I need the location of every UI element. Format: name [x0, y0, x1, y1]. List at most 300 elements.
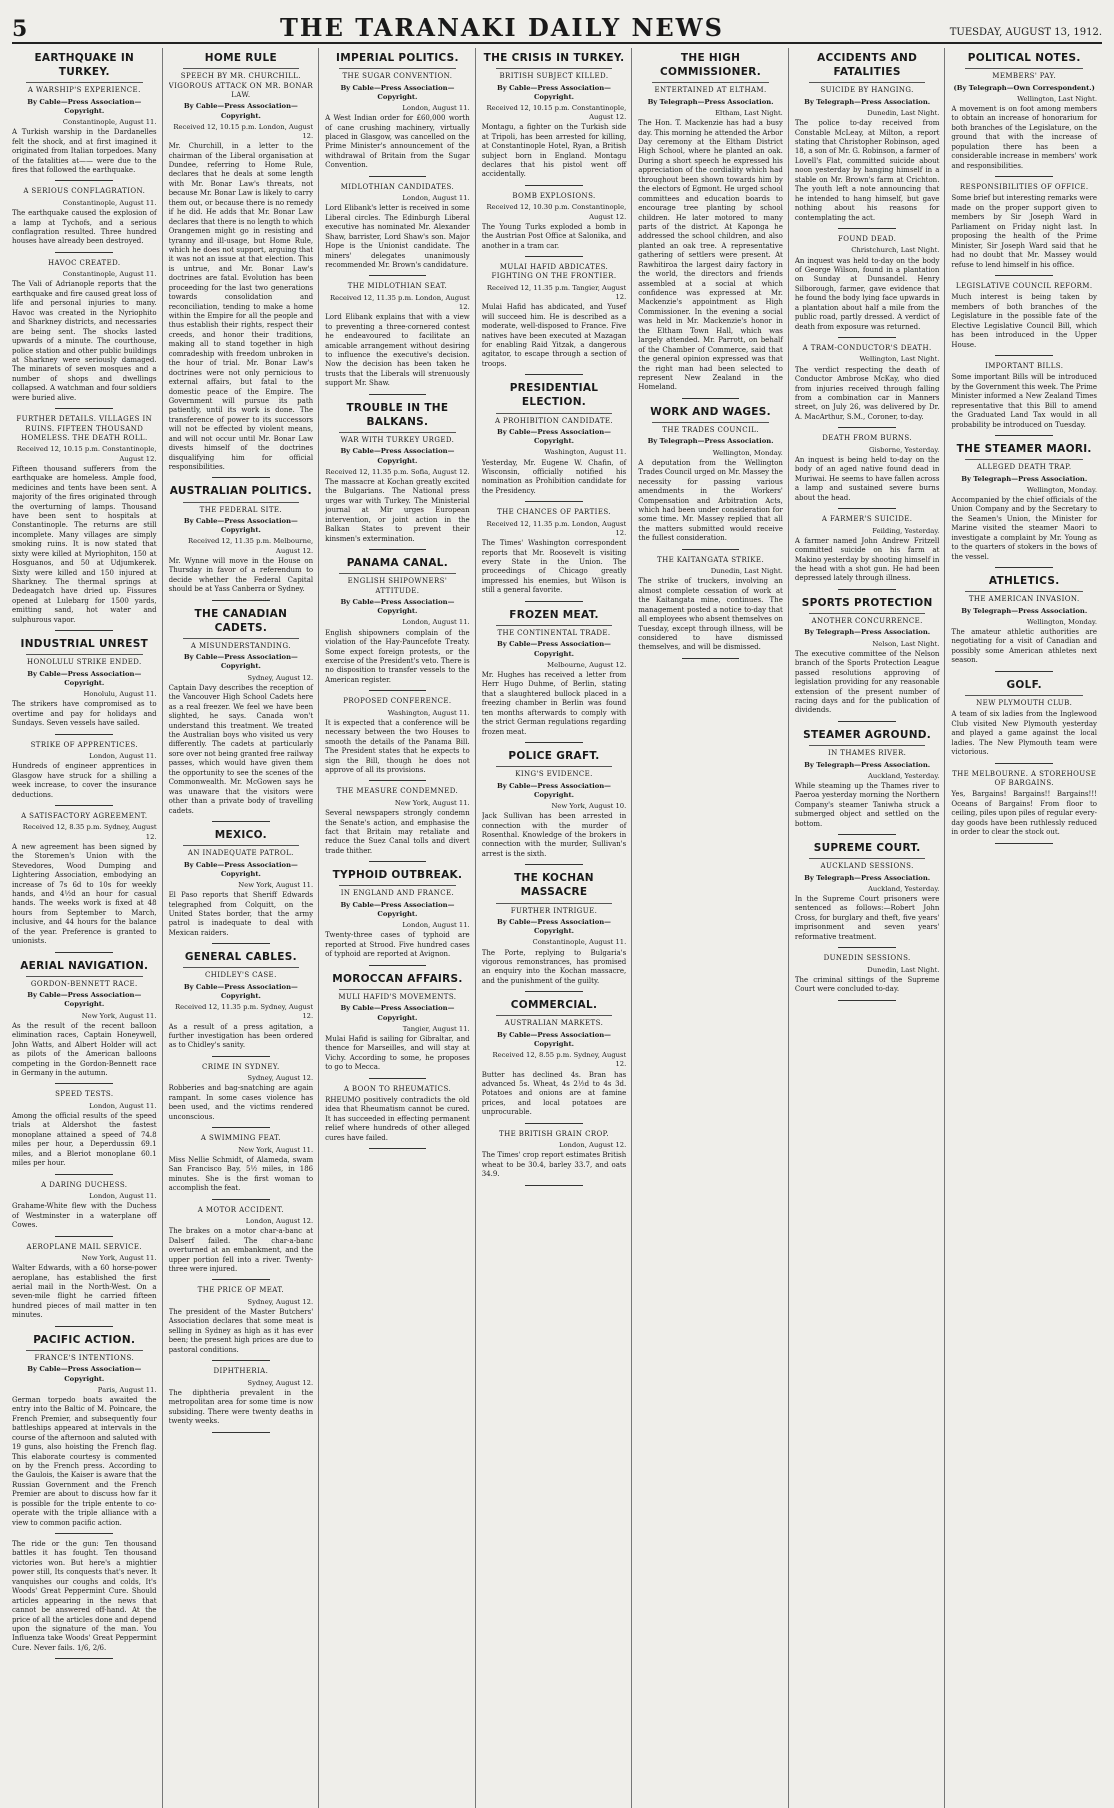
headline-rule: [339, 432, 456, 433]
article-end-rule: [55, 805, 113, 806]
article-subheading: CHIDLEY'S CASE.: [204, 971, 277, 980]
headline-rule: [809, 858, 926, 859]
article-body: The police to-day received from Constable McLeay, at Milton, a report stating that Christopher Robinson, aged 18, a son of Mr. G. Robinson, a farmer of Lovell's Flat, committed suicide about noon yesterday by hanging himself in a stable on Mr. Brown's farm at Crichton. The youth left a note announcing that he intended to hang himself, but gave nothing about his reasons for contemplating the act.: [794, 119, 940, 222]
article: [795, 515, 940, 590]
article-body: Mulai Hafid is sailing for Gibraltar, and thence for Marseilles, and will stay at Vichy. According to some, he proposes to go to Mecca.: [325, 1034, 470, 1072]
article-end-rule: [995, 843, 1053, 844]
article-dateline: Nelson, Last Night.: [872, 639, 940, 648]
article-body: Miss Nellie Schmidt, of Alameda, swam San Francisco Bay, 5½ miles, in 186 minutes. She is the first woman to accomplish the feat.: [168, 1155, 314, 1193]
article-end-rule: [995, 435, 1053, 436]
article-dateline: Received 12, 11.35 p.m. London, August 12.: [486, 519, 627, 537]
article-body: Hundreds of engineer apprentices in Glasgow have struck for a shilling a week increase, to cover the insurance deductions.: [12, 762, 157, 799]
article-byline: By Telegraph—Press Association.: [961, 474, 1088, 483]
article-end-rule: [682, 658, 740, 659]
article-byline: By Cable—Press Association—Copyright.: [340, 83, 455, 101]
article: [482, 749, 627, 865]
article-body: Mr. Wynne will move in the House on Thursday in favor of a referendum to decide whether the Federal Capital should be at Yass Canberra or Sydney.: [168, 556, 314, 594]
article-body: As the result of the recent balloon elimination races, Captain Honeywell, John Watts, and Albert Holder will act as pilots of the American balloons competing in the Gordon-Bennett race in Germany in the autumn.: [12, 1021, 157, 1077]
article-end-rule: [838, 589, 896, 590]
paper-title: THE TARANAKI DAILY NEWS: [280, 13, 724, 42]
headline-rule: [496, 625, 613, 626]
headline-rule: [183, 68, 300, 69]
article-end-rule: [55, 408, 113, 409]
article-subheading: IN ENGLAND AND FRANCE.: [340, 889, 455, 898]
article-headline: PACIFIC ACTION.: [33, 1333, 136, 1346]
article-dateline: Sydney, August 12.: [247, 1074, 314, 1083]
article-end-rule: [55, 630, 113, 631]
article-end-rule: [525, 742, 583, 743]
article-subheading: DIPHTHERIA.: [213, 1367, 269, 1376]
article-end-rule: [995, 671, 1053, 672]
article: [12, 1540, 157, 1659]
article-headline: SPORTS PROTECTION: [801, 596, 933, 609]
article-byline: By Cable—Press Association—Copyright.: [497, 1030, 611, 1049]
article-subheading: MIDLOTHIAN CANDIDATES.: [340, 182, 455, 191]
article: [325, 697, 470, 781]
article-subheading: NEW PLYMOUTH CLUB.: [976, 698, 1073, 707]
article-dateline: Received 12, 11.35 p.m. Sofia, August 12.: [325, 467, 470, 476]
article-dateline: London, August 11.: [402, 618, 470, 627]
article-end-rule: [212, 477, 270, 478]
article-headline: FROZEN MEAT.: [509, 608, 599, 621]
article-byline: By Cable—Press Association—Copyright.: [183, 860, 298, 878]
article-dateline: Received 12, 8.35 p.m. Sydney, August 12.: [22, 823, 157, 841]
article-end-rule: [369, 780, 427, 781]
article-headline: THE HIGH COMMISSIONER.: [660, 52, 762, 79]
article-dateline: Wellington, Monday.: [1026, 485, 1097, 494]
article-dateline: Sydney, August 12.: [247, 1378, 314, 1387]
headline-rule: [496, 413, 613, 414]
news-column-6: [795, 48, 946, 1808]
article-dateline: Constantinople, August 11.: [62, 118, 157, 127]
article-dateline: Dunedin, Last Night.: [867, 965, 940, 974]
article-headline: HOME RULE: [204, 52, 277, 64]
article-subheading: SUICIDE BY HANGING.: [820, 86, 914, 95]
article-end-rule: [995, 355, 1053, 356]
article: [638, 51, 783, 399]
article: [951, 574, 1097, 672]
news-column-5: [638, 48, 789, 1808]
article-body: Yes, Bargains! Bargains!! Bargains!!! Oceans of Bargains! From floor to ceiling, piles upon piles of regular every-day goods have been ruthlessly reduced in order to clear the stock out.: [951, 790, 1097, 837]
article-subheading: SPEECH BY MR. CHURCHILL. VIGOROUS ATTACK ON MR. BONAR LAW.: [168, 72, 314, 100]
article-headline: THE CANADIAN CADETS.: [194, 607, 288, 634]
page-number: 5: [12, 16, 28, 42]
article-dateline: Received 12, 10.15 p.m. Constantinople, August 12.: [16, 445, 157, 463]
article-headline: GOLF.: [1006, 678, 1042, 691]
article: [12, 741, 157, 806]
article-subheading: THE KAITANGATA STRIKE.: [657, 555, 765, 564]
article-end-rule: [369, 549, 427, 550]
article-body: The massacre at Kochan greatly excited the Bulgarians. The National press urges war with Turkey. The Ministerial journal at Mir urges European intervention, or joint action in the Balkan States to prevent their kinsmen's extermination.: [325, 478, 470, 543]
article: [169, 950, 314, 1057]
article: [169, 51, 314, 478]
article: [795, 728, 940, 835]
article-end-rule: [212, 943, 270, 944]
article-end-rule: [212, 1279, 270, 1280]
article-headline: STEAMER AGROUND.: [803, 728, 932, 741]
article-dateline: Honolulu, August 11.: [83, 690, 157, 699]
article-dateline: London, August 11.: [89, 1192, 157, 1201]
article-body: The amateur athletic authorities are negotiating for a visit of Canadian and possibly some American athletes next season.: [951, 628, 1097, 665]
article-body: The ride or the gun: Ten thousand battles it has fought. Ten thousand victories won. But here's a mightier power still, Its conquests that's never. It vanquishes our coughs and colds, It's Woods' Great Peppermint Cure. Should articles appearing in the news that cannot be answered off-hand. At the price of all the articles done and depend upon the signature of the man. You Influenza take Woods' Great Peppermint Cure. Never fails. 1/6, 2/6.: [12, 1540, 157, 1652]
article-byline: By Cable—Press Association—Copyright.: [340, 447, 455, 465]
article-end-rule: [838, 834, 896, 835]
article-body: The president of the Master Butchers' Association declares that some meat is selling in Sydney as high as it has ever been; the present high prices are due to pastoral conditions.: [168, 1308, 314, 1354]
headline-rule: [339, 573, 456, 574]
article-end-rule: [525, 256, 583, 257]
article-headline: ACCIDENTS AND FATALITIES: [817, 52, 918, 79]
article-body: The Times' crop report estimates British wheat to be 30.4, barley 33.7, and oats 34.9.: [481, 1151, 627, 1179]
article-dateline: London, August 12.: [245, 1217, 314, 1226]
article-end-rule: [55, 252, 113, 253]
article-subheading: A MOTOR ACCIDENT.: [197, 1205, 284, 1214]
article-headline: INDUSTRIAL UNREST: [20, 638, 149, 651]
article-body: English shipowners complain of the violation of the Hay-Pauncefote Treaty. Some expect foreign protests, or the exercise of the President's veto. There is no disposition to transfer vessels to the American register.: [325, 628, 470, 684]
article-body: The Young Turks exploded a bomb in the Austrian Post Office at Salonika, and another in a tram car.: [481, 222, 627, 250]
article-subheading: THE SUGAR CONVENTION.: [342, 72, 453, 81]
article-headline: WORK AND WAGES.: [650, 405, 771, 418]
article-subheading: A SWIMMING FEAT.: [200, 1134, 281, 1143]
article: [169, 1286, 314, 1361]
article-subheading: GORDON-BENNETT RACE.: [30, 979, 138, 988]
article-dateline: London, August 11.: [402, 103, 470, 112]
article: [482, 1130, 627, 1186]
article-end-rule: [682, 398, 740, 399]
news-column-3: [325, 48, 476, 1808]
article-subheading: SPEED TESTS.: [55, 1090, 114, 1099]
article-subheading: AEROPLANE MAIL SERVICE.: [26, 1242, 143, 1251]
article-headline: IMPERIAL POLITICS.: [336, 52, 459, 64]
article-dateline: Feilding, Yesterday.: [872, 526, 940, 535]
article-subheading: AUSTRALIAN MARKETS.: [504, 1019, 604, 1028]
article-subheading: THE TRADES COUNCIL.: [662, 425, 759, 434]
article-body: German torpedo boats awaited the entry into the Baltic of M. Poincare, the French Premier, and subsequently four battleships appeared at intervals in the course of the afternoon and saluted with 19 guns, also hoisting the French flag. This elaborate courtesy is commented on by the French press. According to the Gaulois, the Kaiser is aware that the Russian Government and the French Premier are about to discuss how far it is possible for the triple entente to co-operate with the triple alliance with a view to common pacific action.: [12, 1395, 157, 1527]
article-subheading: MULI HAFID'S MOVEMENTS.: [338, 992, 457, 1001]
article-dateline: Sydney, August 12.: [247, 1297, 314, 1306]
article-end-rule: [369, 861, 427, 862]
article-end-rule: [55, 734, 113, 735]
article-headline: AUSTRALIAN POLITICS.: [169, 485, 312, 498]
headline-rule: [496, 903, 613, 904]
article-end-rule: [995, 176, 1053, 177]
article-dateline: Paris, August 11.: [97, 1385, 157, 1394]
article-byline: By Cable—Press Association—Copyright.: [497, 918, 611, 936]
article-subheading: A WARSHIP'S EXPERIENCE.: [27, 86, 141, 95]
article-end-rule: [55, 1236, 113, 1237]
headline-rule: [965, 68, 1083, 69]
headline-rule: [183, 967, 300, 968]
article-subheading: WAR WITH TURKEY URGED.: [340, 436, 455, 445]
article-end-rule: [838, 947, 896, 948]
article-end-rule: [55, 1326, 113, 1327]
article-end-rule: [212, 1056, 270, 1057]
article-end-rule: [369, 690, 427, 691]
article-byline: By Cable—Press Association—Copyright.: [340, 1004, 455, 1022]
article-byline: By Cable—Press Association—Copyright.: [27, 1365, 142, 1383]
article-subheading: FRANCE'S INTENTIONS.: [34, 1353, 135, 1362]
article: [12, 51, 157, 181]
article-dateline: New York, August 11.: [238, 1145, 314, 1154]
article: [951, 282, 1097, 356]
article-subheading: BOMB EXPLOSIONS.: [512, 191, 596, 200]
article: [169, 607, 314, 822]
article-subheading: DUNEDIN SESSIONS.: [823, 954, 911, 963]
article: [325, 183, 470, 277]
article-end-rule: [838, 228, 896, 229]
article-body: A West Indian order for £60,000 worth of cane crushing machinery, virtually placed in Glasgow, was cancelled on the Prime Minister's announcement of the withdrawal of Britain from the Sugar Convention.: [325, 114, 470, 170]
article-dateline: New York, August 11.: [81, 1011, 157, 1020]
article-end-rule: [525, 601, 583, 602]
article-dateline: Received 12, 10.15 p.m. Constantinople, August 12.: [486, 103, 627, 122]
article-body: Mulai Hafid has abdicated, and Yusef will succeed him. He is described as a moderate, well-disposed to France. Five natives have been executed at Mazagan for enabling Raid Yitzak, a dangerous agitator, to escape through a section of troops.: [481, 303, 627, 368]
article-subheading: CRIME IN SYDNEY.: [202, 1062, 280, 1071]
article-subheading: DEATH FROM BURNS.: [822, 434, 912, 443]
article-headline: SUPREME COURT.: [813, 842, 921, 855]
article-end-rule: [55, 952, 113, 953]
news-column-1: [12, 48, 163, 1808]
article-end-rule: [369, 965, 427, 966]
article-subheading: ALLEGED DEATH TRAP.: [976, 463, 1072, 472]
article: [951, 770, 1097, 844]
article-subheading: THE BRITISH GRAIN CROP.: [499, 1129, 609, 1138]
article-byline: By Telegraph—Press Association.: [647, 97, 774, 106]
headline-rule: [496, 1015, 613, 1016]
article: [169, 1063, 314, 1128]
headline-rule: [26, 976, 143, 977]
article-end-rule: [838, 337, 896, 338]
article-subheading: THE MEASURE CONDEMNED.: [336, 787, 459, 796]
article-byline: By Cable—Press Association—Copyright.: [497, 83, 611, 101]
article-body: Grahame-White flew with the Duchess of Westminster in a waterplane off Cowes.: [12, 1202, 157, 1230]
article-dateline: Received 12, 11.35 p.m. Melbourne, August 12.: [187, 537, 314, 555]
headline-rule: [809, 613, 926, 614]
article-headline: POLITICAL NOTES.: [967, 52, 1081, 64]
article: [482, 508, 627, 601]
article: [795, 596, 940, 722]
article-dateline: Received 12, 11.35 p.m. Sydney, August 12.: [175, 1003, 314, 1021]
article: [638, 556, 783, 659]
article-dateline: Wellington, Last Night.: [859, 355, 940, 364]
article-end-rule: [525, 185, 583, 186]
article-dateline: Sydney, August 12.: [247, 673, 314, 682]
article: [12, 812, 157, 953]
article-body: Twenty-three cases of typhoid are reported at Strood. Five hundred cases of typhoid are reported at Avignon.: [325, 931, 470, 959]
article-dateline: Received 12, 10.30 p.m. Constantinople, August 12.: [486, 203, 627, 221]
article-end-rule: [525, 501, 583, 502]
article-headline: EARTHQUAKE IN TURKEY.: [34, 52, 135, 79]
article: [951, 183, 1097, 276]
article: [12, 637, 157, 734]
article-dateline: London, August 12.: [558, 1141, 627, 1150]
article-subheading: A BOON TO RHEUMATICS.: [343, 1084, 452, 1093]
article-body: Mr. Hughes has received a letter from Herr Hugo Duhme, of Berlin, stating that a slaughtered bullock placed in a freezing chamber in Berlin was found ten months afterwards to comply with the strict German regulations regarding frozen meat.: [481, 670, 627, 736]
article-subheading: PROPOSED CONFERENCE.: [343, 697, 452, 706]
article-body: Accompanied by the chief officials of the Union Company and by the Secretary to the Seamen's Union, the Minister for Marine visited the steamer Maori to investigate a complaint by Mr. Young as to the quarters of stokers in the bows of the vessel.: [951, 496, 1097, 561]
headline-rule: [183, 845, 300, 846]
article-subheading: A SATISFACTORY AGREEMENT.: [21, 812, 148, 821]
article-subheading: MULAI HAFID ABDICATES. FIGHTING ON THE FRONTIER.: [491, 263, 617, 281]
article-end-rule: [525, 1185, 583, 1186]
article: [482, 871, 627, 992]
article-headline: GENERAL CABLES.: [184, 951, 297, 964]
article-end-rule: [369, 275, 427, 276]
article-dateline: Received 12, 8.55 p.m. Sydney, August 12.: [492, 1051, 627, 1069]
article-end-rule: [55, 1083, 113, 1084]
article-body: Robberies and bag-snatching are again rampant. In some cases violence has been used, and the victims rendered unconscious.: [168, 1084, 314, 1121]
article-body: The earthquake caused the explosion of a lamp at Tychofs, and a serious conflagration resulted. Three hundred houses have already been destroyed.: [12, 209, 157, 246]
article-body: Jack Sullivan has been arrested in connection with the murder of Rosenthal. Knowledge of the brokers in connection with the murder, Sullivan's arrest is the sixth.: [481, 812, 627, 858]
article-headline: MEXICO.: [214, 828, 267, 841]
article: [12, 415, 157, 631]
article-dateline: Wellington, Monday.: [712, 448, 783, 457]
article-body: Butter has declined 4s. Bran has advanced 5s. Wheat, 4s 2½d to 4s 3d. Potatoes and onions are at famine prices, and local potatoes are unprocurable.: [481, 1070, 627, 1117]
article-body: The Porte, replying to Bulgaria's vigorous remonstrances, has promised an enquiry into the Kochan massacre, and the punishment of the guilty.: [481, 948, 627, 985]
article-end-rule: [212, 1127, 270, 1128]
article: [795, 344, 940, 428]
headline-rule: [496, 68, 613, 69]
headline-rule: [965, 459, 1083, 460]
article: [169, 484, 314, 600]
article-body: A team of six ladies from the Inglewood Club visited New Plymouth yesterday and played a game against the local ladies. The New Plymouth team were victorious.: [951, 710, 1097, 757]
article-end-rule: [525, 991, 583, 992]
article-subheading: THE MIDLOTHIAN SEAT.: [347, 282, 448, 291]
article-subheading: AUCKLAND SESSIONS.: [820, 862, 914, 871]
article-subheading: LEGISLATIVE COUNCIL REFORM.: [955, 281, 1093, 290]
article-body: El Paso reports that Sheriff Edwards telegraphed from Colquitt, on the United States border, that the army patrol is inadequate to deal with Mexican raiders.: [168, 891, 314, 937]
columns: [12, 48, 1102, 1808]
article-body: In the Supreme Court prisoners were sentenced as follows:—Robert John Cross, for burglary and theft, five years' imprisonment and seven years' reformative treatment.: [794, 894, 940, 941]
article: [951, 442, 1097, 568]
article-end-rule: [212, 1360, 270, 1361]
article-subheading: A MISUNDERSTANDING.: [190, 641, 291, 650]
article-byline: By Cable—Press Association—Copyright.: [340, 900, 455, 919]
article-end-rule: [995, 567, 1053, 568]
headline-rule: [26, 654, 143, 655]
article-byline: By Cable—Press Association—Copyright.: [497, 428, 611, 446]
article-subheading: MEMBERS' PAY.: [992, 72, 1057, 81]
article: [169, 1367, 314, 1432]
article-dateline: Constantinople, August 11.: [62, 270, 157, 279]
headline-rule: [809, 82, 926, 83]
article-headline: THE KOCHAN MASSACRE: [514, 872, 594, 899]
article-dateline: Received 12, 11.35 p.m. Tangier, August 12.: [486, 283, 627, 302]
article-subheading: THE PRICE OF MEAT.: [197, 1286, 285, 1295]
article-body: Mr. Churchill, in a letter to the chairman of the Liberal organisation at Dundee, referring to Home Rule, declares that he deals at some length with Mr. Bonar Law's threats, not because Mr. Bonar Law is likely to carry them out, or because there is no remedy if he did. He adds that Mr. Bonar Law declares that there is no length to which Orangemen might go in resisting and tyranny and ill-usage, but Home Rule, which he does not support, arguing that it was not an issue at that election. This is untrue, and Mr. Bonar Law's doctrines are fatal. Evolution has been proceeding for the last two generations towards consolidation and reconciliation, tending to make a home within the Empire for all the people and thus establish their rights, respect their creeds, and honor their traditions, making all to stand together in high comradeship with freedom unbroken in the hour of trial. Mr. Bonar Law's doctrines were not only pernicious to external affairs, but fatal to the domestic peace of the Empire. The Government will pursue its path patiently, until its work is done. The transference of power to its successors will not be effected by violent means, and will not occur until Mr. Bonar Law divests himself of the doctrines disqualifying him for official responsibilities.: [168, 142, 314, 472]
article-body: The Vali of Adrianople reports that the earthquake and fire caused great loss of life and personal injuries to many. Havoc was created in the Nyriophito and Sharkney districts, and necessaries are being sent. The shocks lasted upwards of a minute. The courthouse, police station and other public buildings at Sharkney were seriously damaged. The minarets of seven mosques and a number of shops and dwellings collapsed. A watchman and four soldiers were buried alive.: [12, 280, 157, 402]
headline-rule: [496, 766, 613, 767]
article: [482, 998, 627, 1123]
article-body: An inquest was held to-day on the body of George Wilson, found in a plantation on Sunday at Dunsandel. Henry Silborough, farmer, gave evidence that he found the body lying face upwards in a plantation about half a mile from the public road, partly dressed. A verdict of death from exposure was returned.: [794, 256, 940, 331]
article-subheading: ENGLISH SHIPOWNERS' ATTITUDE.: [347, 577, 448, 595]
article: [169, 1206, 314, 1281]
article-end-rule: [369, 1148, 427, 1149]
article-dateline: New York, August 11.: [238, 880, 314, 889]
news-column-7: [951, 48, 1102, 1808]
article-body: The executive committee of the Nelson branch of the Sports Protection League passed resolutions approving of legislation providing for any reasonable extension of the present number of racing days and for the publication of dividends.: [794, 649, 940, 715]
article-subheading: RESPONSIBILITIES OF OFFICE.: [959, 183, 1089, 192]
article-end-rule: [525, 1123, 583, 1124]
article-byline: By Telegraph—Press Association.: [804, 97, 931, 106]
article-dateline: London, August 11.: [89, 752, 157, 761]
article-end-rule: [838, 508, 896, 509]
article-body: The verdict respecting the death of Conductor Ambrose McKay, who died from injuries received through falling from a combination car in Manners street, on July 26, was delivered by Dr. A. MacArthur, S.M., Coroner, to-day.: [794, 365, 940, 421]
article-dateline: Dunedin, Last Night.: [710, 567, 783, 576]
article-subheading: IMPORTANT BILLS.: [985, 362, 1064, 371]
article: [325, 972, 470, 1079]
article: [482, 381, 627, 502]
article-end-rule: [995, 763, 1053, 764]
news-column-2: [169, 48, 320, 1808]
article: [325, 282, 470, 394]
article-body: An inquest is being held to-day on the body of an aged native found dead in Muriwai. He seems to have fallen across a lamp and sustained severe burns about the head.: [794, 455, 940, 502]
article-byline: By Telegraph—Press Association.: [804, 628, 931, 637]
article-body: RHEUMO positively contradicts the old idea that Rheumatism cannot be cured. It has succeeded in effecting permanent relief where hundreds of other alleged cures have failed.: [325, 1096, 470, 1142]
article-byline: (By Telegraph—Own Correspondent.): [953, 83, 1095, 92]
article-subheading: THE MELBOURNE. A STOREHOUSE OF BARGAINS.: [952, 769, 1097, 788]
article: [12, 259, 157, 409]
article-byline: By Cable—Press Association—Copyright.: [183, 653, 298, 671]
article-subheading: A DARING DUCHESS.: [41, 1180, 128, 1189]
article-end-rule: [682, 549, 740, 550]
article-body: Montagu, a fighter on the Turkish side at Tripoli, has been arrested for killing, at Constantinople Hotel, Ryan, a British subject born in England. Montagu declares that his pistol went off accidentally.: [481, 123, 627, 179]
article-dateline: Auckland, Yesterday.: [868, 771, 940, 780]
article-subheading: FURTHER DETAILS. VILLAGES IN RUINS. FIFTEEN THOUSAND HOMELESS. THE DEATH ROLL.: [16, 415, 153, 443]
article: [325, 1085, 470, 1150]
article: [795, 954, 940, 1000]
article-subheading: FURTHER INTRIGUE.: [510, 906, 598, 915]
article-end-rule: [212, 1432, 270, 1433]
article-headline: AERIAL NAVIGATION.: [20, 959, 149, 972]
article-headline: PANAMA CANAL.: [346, 557, 449, 570]
article: [951, 362, 1097, 436]
article: [482, 608, 627, 743]
article: [325, 401, 470, 550]
article-byline: By Telegraph—Press Association.: [647, 437, 774, 446]
article-end-rule: [212, 600, 270, 601]
article-dateline: Wellington, Last Night.: [1017, 94, 1097, 103]
article-subheading: A PROHIBITION CANDIDATE.: [494, 416, 614, 425]
article-body: A deputation from the Wellington Trades Council urged on Mr. Massey the necessity for passing various amendments in the Workers' Compensation and Arbitration Acts, which had been under consideration for some time. Mr. Massey replied that all the matters submitted would receive the fullest consideration.: [638, 458, 783, 543]
article-headline: TYPHOID OUTBREAK.: [332, 869, 463, 882]
article-end-rule: [55, 1658, 113, 1659]
article: [325, 868, 470, 965]
article: [169, 1134, 314, 1199]
article: [12, 1333, 157, 1534]
article-byline: By Cable—Press Association—Copyright.: [183, 102, 298, 120]
article-byline: By Telegraph—Press Association.: [804, 873, 931, 882]
article-body: Among the official results of the speed trials at Aldershot the fastest monoplane attained a speed of 74.8 miles per hour, a Deperdussin 69.1 miles, and a Bleriot monoplane 60.1 miles per hour.: [12, 1111, 157, 1168]
article-dateline: Dunedin, Last Night.: [867, 108, 940, 117]
article-byline: By Cable—Press Association—Copyright.: [27, 991, 142, 1009]
article-body: The strike of truckers, involving an almost complete cessation of work at the Kaitangata mine, continues. The management posted a notice to-day that all employees who absent themselves on Tuesday, except through illness, will be considered to have dismissed themselves, and will be dismissed.: [638, 577, 783, 652]
article-body: A new agreement has been signed by the Storemen's Union with the Stevedores, Wood Dumping and Lightering Association, embodying an increase of 7s 6d to 10s for weekly hands, and 4½d an hour for casual hands. The weeks work is fixed at 48 hours from September to March, inclusive, and 44 hours for the balance of the year. Preference is granted to unionists.: [12, 842, 157, 946]
article-subheading: STRIKE OF APPRENTICES.: [30, 740, 138, 749]
article-dateline: New York, August 11.: [81, 1253, 157, 1262]
article-end-rule: [55, 1174, 113, 1175]
article-byline: By Telegraph—Press Association.: [804, 760, 931, 769]
article: [482, 263, 627, 375]
article-byline: By Telegraph—Press Association.: [961, 606, 1088, 615]
article: [795, 434, 940, 509]
article-subheading: A TRAM-CONDUCTOR'S DEATH.: [802, 344, 932, 353]
article: [325, 556, 470, 691]
article-body: The diphtheria prevalent in the metropolitan area for some time is now subsiding. There were twenty deaths in twenty weeks.: [168, 1388, 314, 1426]
article-body: It is expected that a conference will be necessary between the two Houses to smooth the details of the Panama Bill. The President states that he expects to sign the Bill, though he does not approve of all its provisions.: [325, 718, 470, 775]
article-byline: By Cable—Press Association—Copyright.: [183, 517, 298, 535]
article-end-rule: [369, 1078, 427, 1079]
news-column-4: [482, 48, 633, 1808]
article-byline: By Cable—Press Association—Copyright.: [183, 982, 298, 1001]
